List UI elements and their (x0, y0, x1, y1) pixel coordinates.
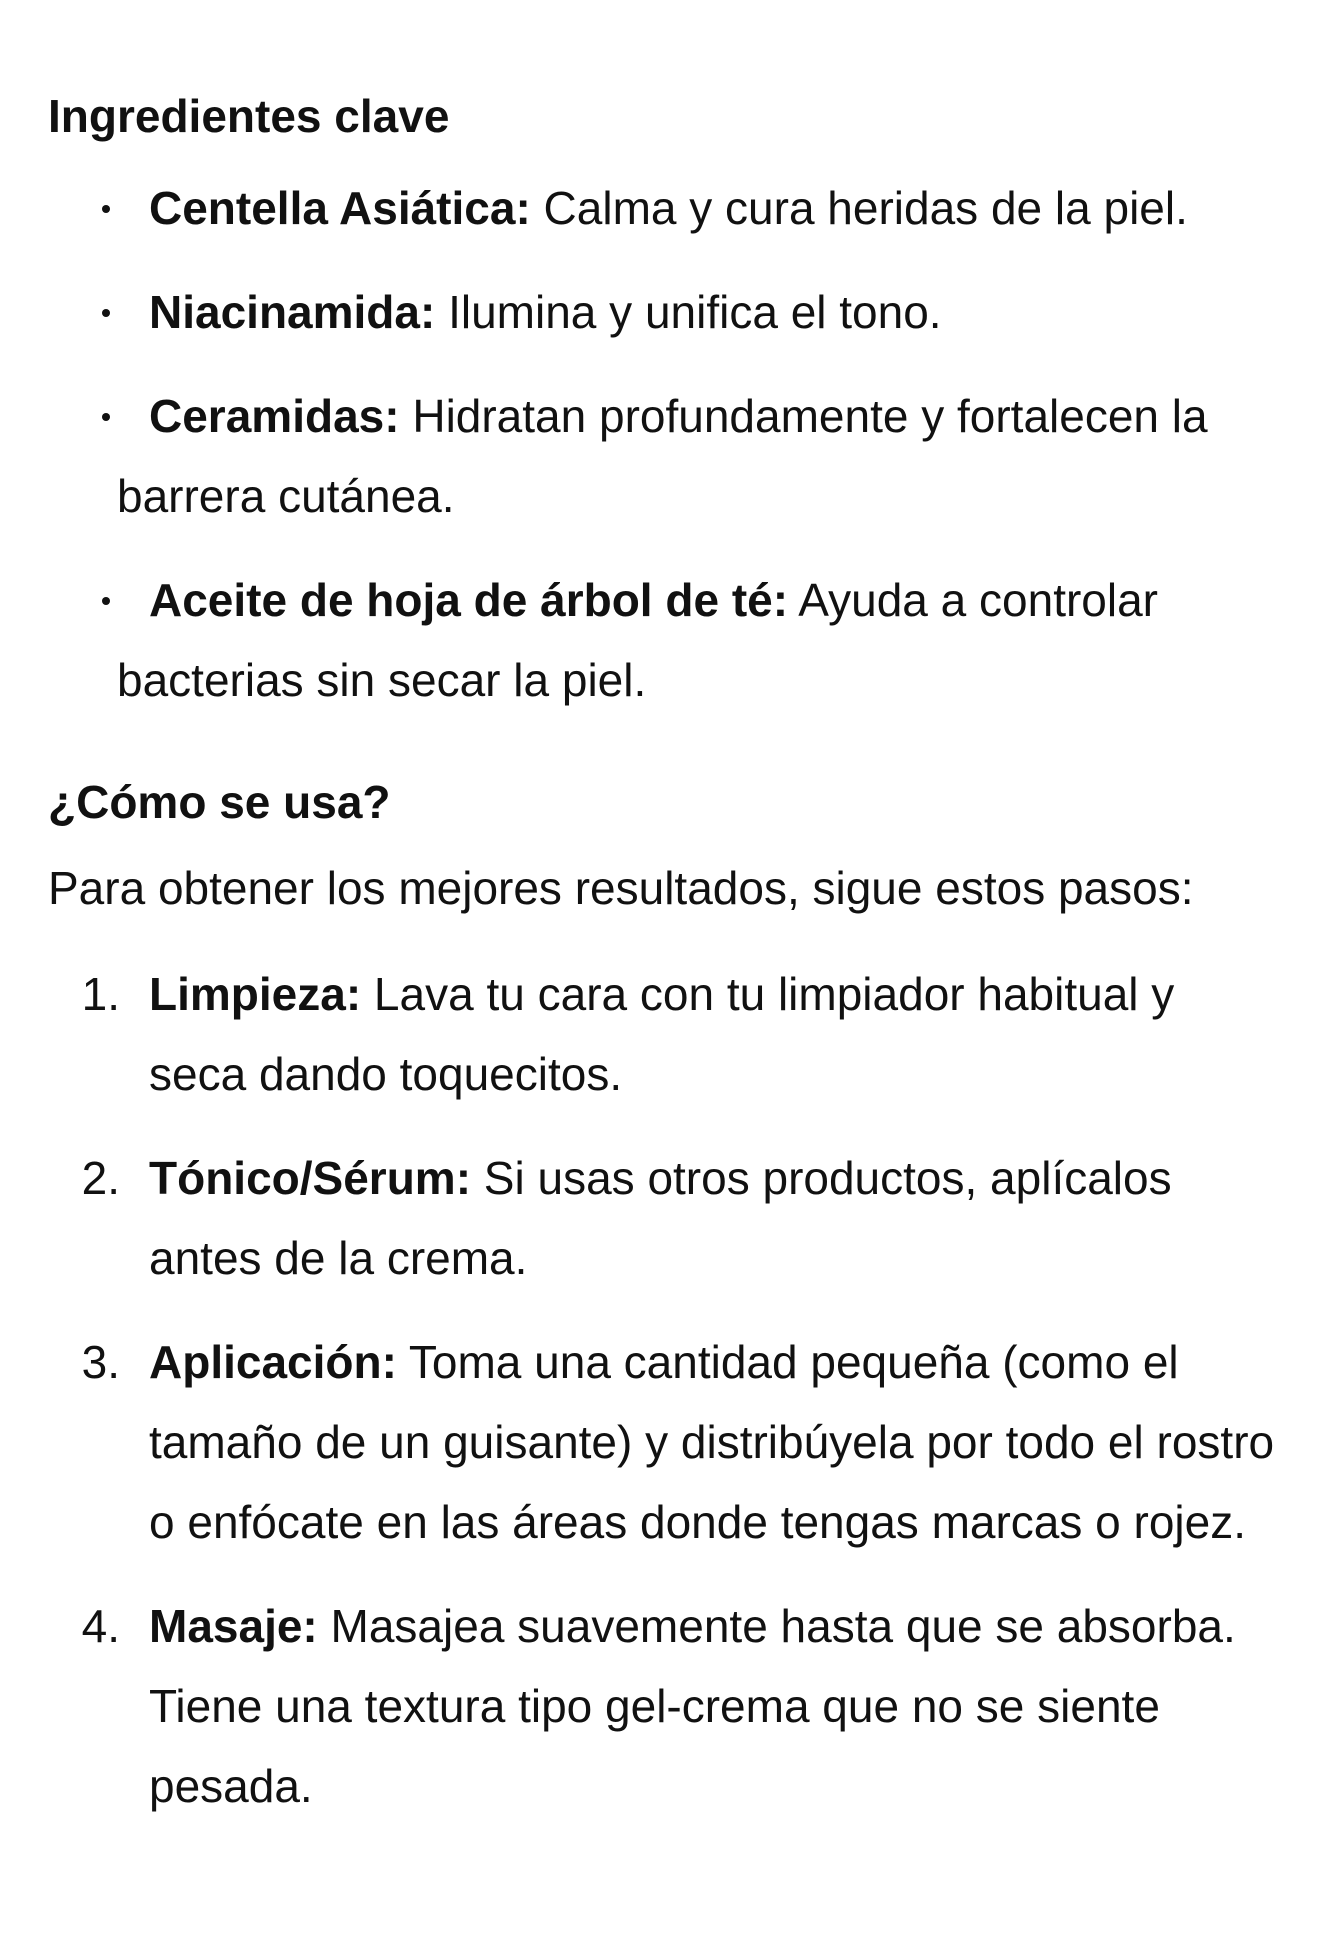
ingredient-label: Centella Asiática: (149, 182, 531, 234)
bullet-icon (102, 413, 110, 421)
step-label: Aplicación: (149, 1336, 397, 1388)
step-text: Lava tu cara con tu limpiador habitual y seca dando toquecitos. (149, 968, 1175, 1100)
step-text: Masajea suavemente hasta que se absorba. Tiene una textura tipo gel-crema que no se siente pesada. (149, 1600, 1236, 1812)
step-number: 2. (81, 1152, 120, 1204)
list-item (48, 1322, 1284, 1562)
step-label: Limpieza: (149, 968, 362, 1020)
list-item (48, 168, 1284, 248)
ingredients-heading: Ingredientes clave (48, 90, 450, 142)
list-item (48, 272, 1284, 352)
bullet-icon (102, 309, 110, 317)
usage-heading: ¿Cómo se usa? (48, 776, 391, 828)
step-number: 3. (81, 1336, 120, 1388)
ingredient-text: Ayuda a controlar bacterias sin secar la piel. (117, 574, 1159, 706)
list-item (48, 1138, 1284, 1298)
list-item (48, 560, 1284, 720)
ingredients-list (48, 168, 1284, 744)
usage-intro: Para obtener los mejores resultados, sigue estos pasos: (48, 862, 1194, 914)
ingredient-label: Ceramidas: (149, 390, 400, 442)
ingredient-text: Calma y cura heridas de la piel. (530, 182, 1188, 234)
ingredient-text: Ilumina y unifica el tono. (435, 286, 942, 338)
step-number: 1. (81, 968, 120, 1020)
step-number: 4. (81, 1600, 120, 1652)
ingredient-label: Aceite de hoja de árbol de té: (149, 574, 789, 626)
list-item (48, 954, 1284, 1114)
step-text: Toma una cantidad pequeña (como el tamaño de un guisante) y distribúyela por todo el rostro o enfócate en las áreas donde tengas marcas o rojez. (149, 1336, 1275, 1548)
step-label: Masaje: (149, 1600, 318, 1652)
bullet-icon (102, 205, 110, 213)
ingredient-text: Hidratan profundamente y fortalecen la barrera cutánea. (117, 390, 1208, 522)
list-item (48, 376, 1284, 536)
step-label: Tónico/Sérum: (149, 1152, 472, 1204)
bullet-icon (102, 597, 110, 605)
usage-steps-list (48, 954, 1284, 1850)
ingredient-label: Niacinamida: (149, 286, 436, 338)
step-text: Si usas otros productos, aplícalos antes de la crema. (149, 1152, 1172, 1284)
list-item (48, 1586, 1284, 1826)
